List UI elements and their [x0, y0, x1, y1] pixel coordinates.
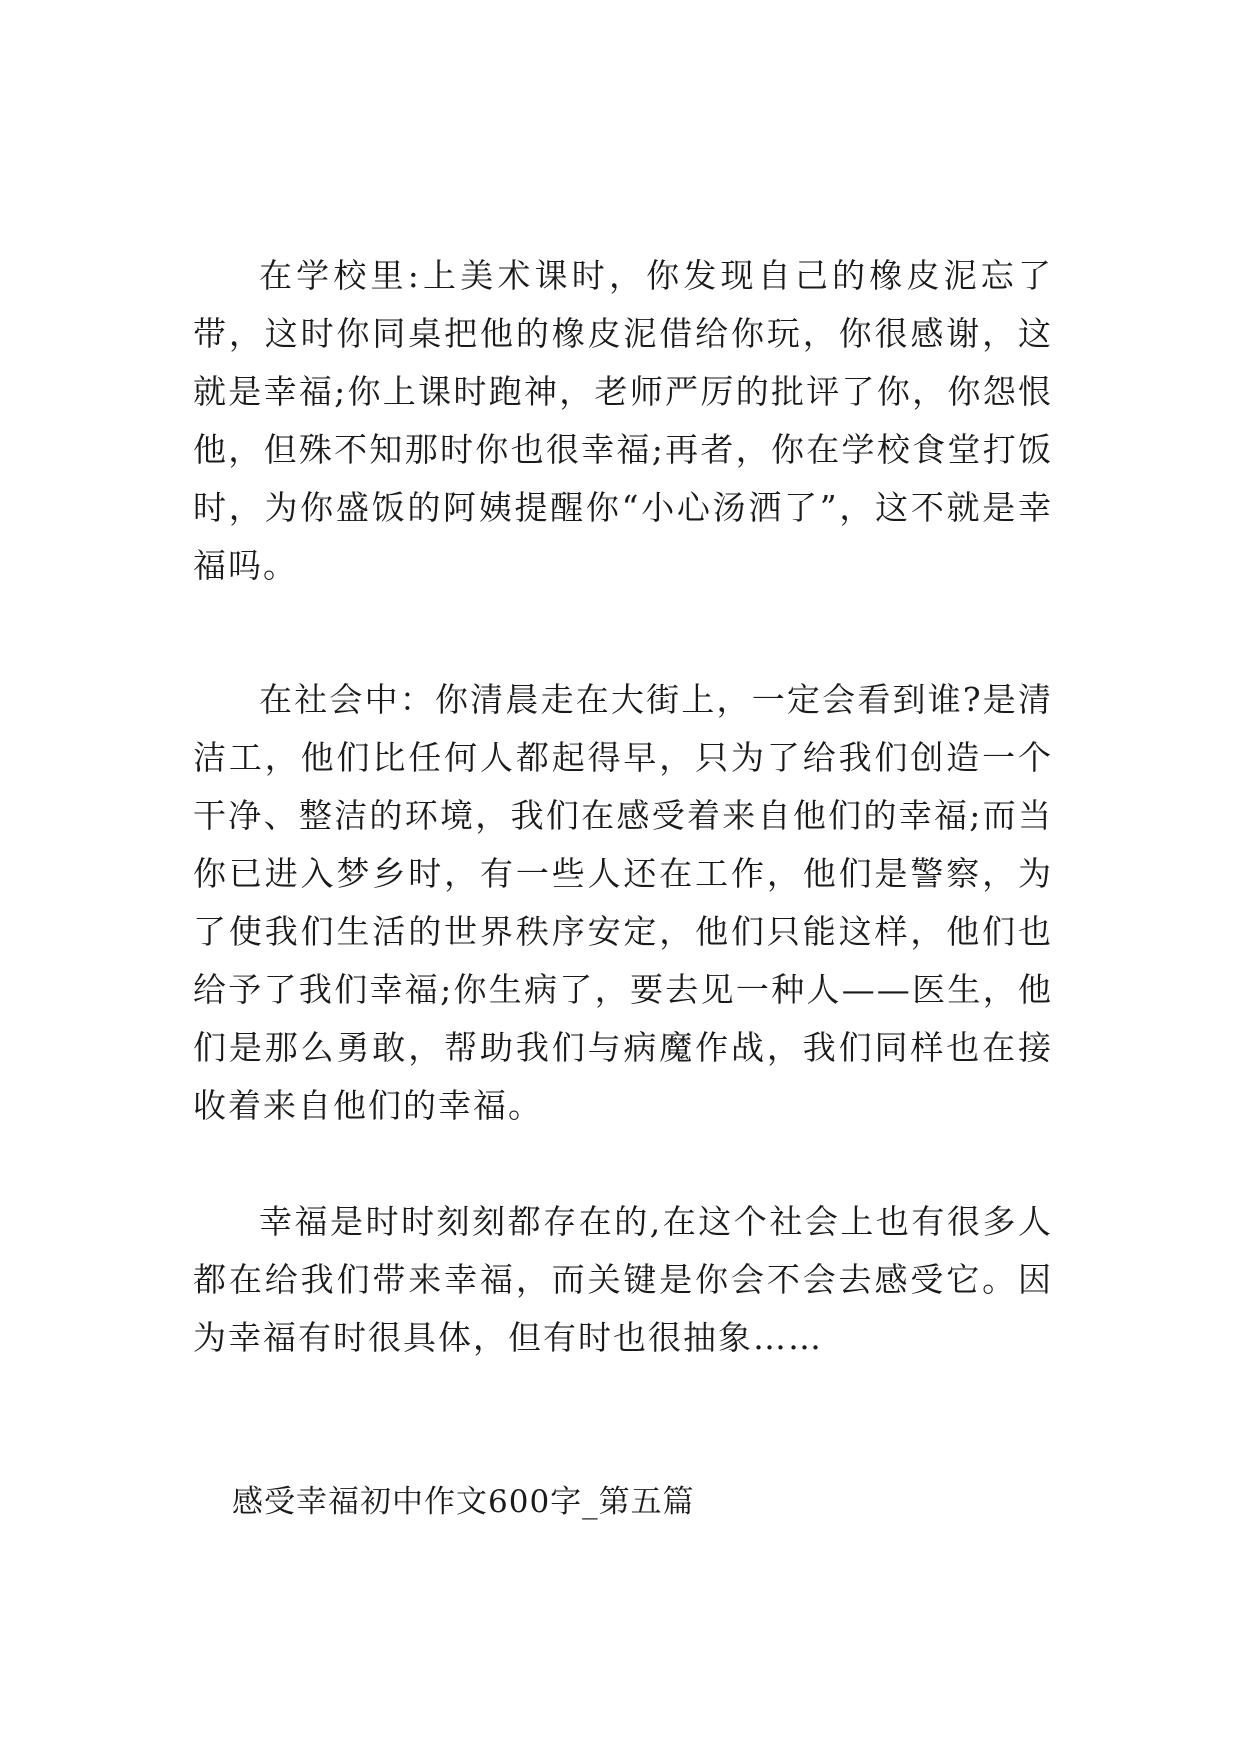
paragraph-school: 在学校里:上美术课时，你发现自己的橡皮泥忘了带，这时你同桌把他的橡皮泥借给你玩，你很感谢，这就是幸福;你上课时跑神，老师严厉的批评了你，你怨恨他，但殊不知那时你也很幸福;再者，你在学校食堂打饭时，为你盛饭的阿姨提醒你“小心汤洒了”，这不就是幸福吗。 — [193, 256, 1053, 585]
paragraph-conclusion: 幸福是时时刻刻都存在的,在这个社会上也有很多人都在给我们带来幸福，而关键是你会不会去感受它。因为幸福有时很具体，但有时也很抽象…… — [193, 1202, 1053, 1357]
section-heading: 感受幸福初中作文600字_第五篇 — [232, 1484, 695, 1520]
paragraph-society: 在社会中：你清晨走在大街上，一定会看到谁?是清洁工，他们比任何人都起得早，只为了给我们创造一个干净、整洁的环境，我们在感受着来自他们的幸福;而当你已进入梦乡时，有一些人还在工作，他们是警察，为了使我们生活的世界秩序安定，他们只能这样，他们也给予了我们幸福;你生病了，要去见一种人——医生，他们是那么勇敢，帮助我们与病魔作战，我们同样也在接收着来自他们的幸福。 — [193, 680, 1053, 1125]
